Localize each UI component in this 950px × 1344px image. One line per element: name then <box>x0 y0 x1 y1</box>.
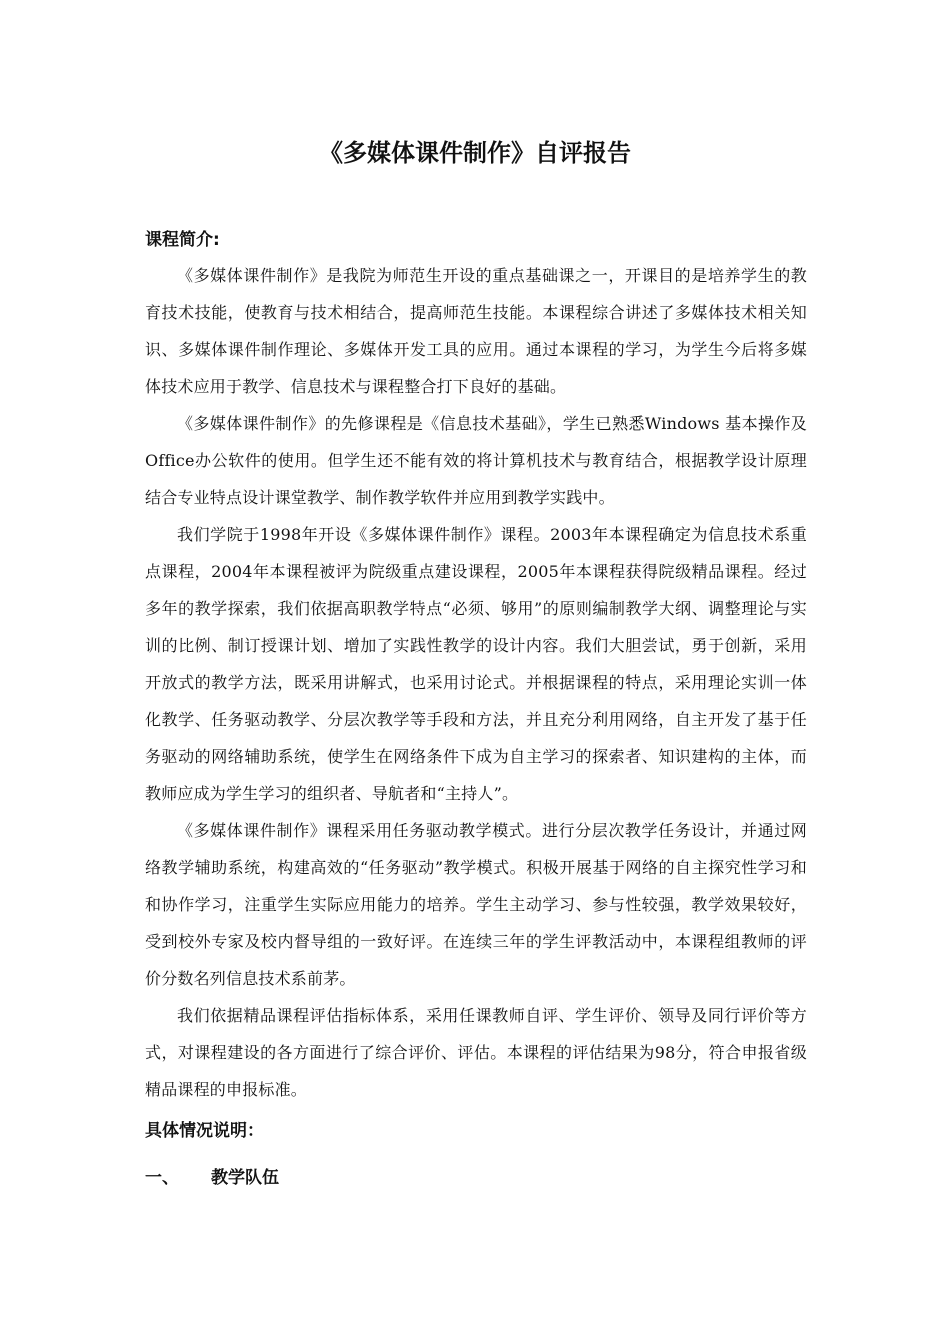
course-intro-heading: 课程简介: <box>145 230 220 250</box>
document-title: 《多媒体课件制作》自评报告 <box>319 139 631 167</box>
details-heading: 具体情况说明： <box>145 1121 264 1141</box>
paragraph-history: 我们学院于1998年开设《多媒体课件制作》课程。2003年本课程确定为信息技术系重点课程，2004年本课程被评为院级重点建设课程，2005年本课程获得院级精品课程。经过多年的教学探索，我们依据高职教学特点“必须、够用”的原则编制教学大纲、调整理论与实训的比例、制订授课计划、增加了实践性教学的设计内容。我们大胆尝试，勇于创新，采用开放式的教学方法，既采用讲解式，也采用讨论式。并根据课程的特点，采用理论实训一体化教学、任务驱动教学、分层次教学等手段和方法，并且充分利用网络，自主开发了基于任务驱动的网络辅助系统，使学生在网络条件下成为自主学习的探索者、知识建构的主体，而教师应成为学生学习的组织者、导航者和“主持人”。 <box>145 525 807 803</box>
paragraph-teaching-model: 《多媒体课件制作》课程采用任务驱动教学模式。进行分层次教学任务设计，并通过网络教学辅助系统，构建高效的“任务驱动”教学模式。积极开展基于网络的自主探究性学习和和协作学习，注重学生实际应用能力的培养。学生主动学习、参与性较强，教学效果较好，受到校外专家及校内督导组的一致好评。在连续三年的学生评教活动中，本课程组教师的评价分数名列信息技术系前茅。 <box>145 821 807 988</box>
paragraph-course-overview: 《多媒体课件制作》是我院为师范生开设的重点基础课之一，开课目的是培养学生的教育技术技能，使教育与技术相结合，提高师范生技能。本课程综合讲述了多媒体技术相关知识、多媒体课件制作理论、多媒体开发工具的应用。通过本课程的学习，为学生今后将多媒体技术应用于教学、信息技术与课程整合打下良好的基础。 <box>145 266 807 396</box>
document-body <box>145 257 807 1108</box>
section-title: 教学队伍 <box>211 1168 279 1188</box>
paragraph-prerequisites: 《多媒体课件制作》的先修课程是《信息技术基础》，学生已熟悉Windows 基本操作及Office办公软件的使用。但学生还不能有效的将计算机技术与教育结合，根据教学设计原理结合专业特点设计课堂教学、制作教学软件并应用到教学实践中。 <box>145 414 807 507</box>
section-number: 一、 <box>145 1168 179 1188</box>
paragraph-evaluation: 我们依据精品课程评估指标体系，采用任课教师自评、学生评价、领导及同行评价等方式，对课程建设的各方面进行了综合评价、评估。本课程的评估结果为98分，符合申报省级精品课程的申报标准。 <box>145 1006 807 1099</box>
section-heading-teaching-team <box>145 1166 279 1190</box>
